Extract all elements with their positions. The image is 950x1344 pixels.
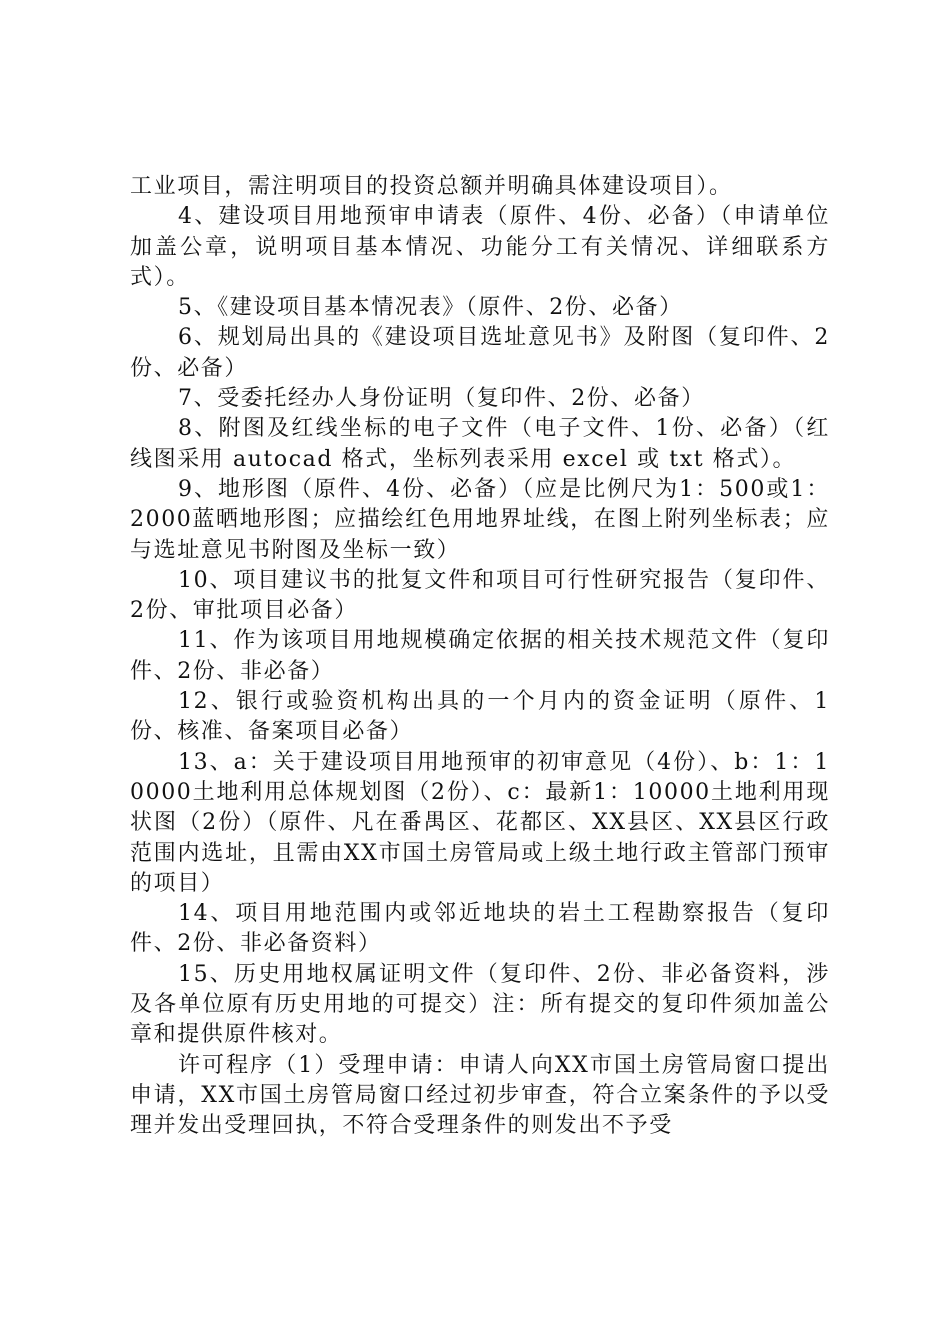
paragraph-continuation: 工业项目，需注明项目的投资总额并明确具体建设项目）。 <box>130 174 733 199</box>
paragraph-item-5: 5、《建设项目基本情况表》（原件、2份、必备） <box>178 295 683 321</box>
document-body <box>130 172 830 1142</box>
paragraph-item-13: 13、a：关于建设项目用地预审的初审意见（4份）、b：1：10000土地利用总体规划图（2份）、c：最新1：10000土地利用现状图（2份）（原件、凡在番禺区、花都区、XX县区、XX县区行政范围内选址，且需由XX市国土房管局或上级土地行政主管部门预审的项目） <box>130 749 830 896</box>
paragraph-item-4: 4、建设项目用地预审申请表（原件、4份、必备）（申请单位加盖公章，说明项目基本情况、功能分工有关情况、详细联系方式）。 <box>130 204 830 290</box>
paragraph-item-10: 10、项目建议书的批复文件和项目可行性研究报告（复印件、2份、审批项目必备） <box>130 567 830 624</box>
paragraph-item-8: 8、附图及红线坐标的电子文件（电子文件、1份、必备）（红线图采用 autocad 格式，坐标列表采用 excel 或 txt 格式）。 <box>130 416 830 472</box>
paragraph-item-14: 14、项目用地范围内或邻近地块的岩土工程勘察报告（复印件、2份、非必备资料） <box>130 901 830 957</box>
paragraph-item-7: 7、受委托经办人身份证明（复印件、2份、必备） <box>178 386 705 412</box>
paragraph-item-11: 11、作为该项目用地规模确定依据的相关技术规范文件（复印件、2份、非必备） <box>130 628 830 684</box>
paragraph-item-15: 15、历史用地权属证明文件（复印件、2份、非必备资料，涉及各单位原有历史用地的可提交）注：所有提交的复印件须加盖公章和提供原件核对。 <box>130 961 830 1048</box>
paragraph-item-12: 12、银行或验资机构出具的一个月内的资金证明（原件、1份、核准、备案项目必备） <box>130 689 830 745</box>
paragraph-item-6: 6、规划局出具的《建设项目选址意见书》及附图（复印件、2份、必备） <box>130 325 830 381</box>
paragraph-item-9: 9、地形图（原件、4份、必备）（应是比例尺为1：500或1：2000蓝晒地形图；应描绘红色用地界址线，在图上附列坐标表；应与选址意见书附图及坐标一致） <box>130 476 830 563</box>
paragraph-permit-procedure: 许可程序（1）受理申请：申请人向XX市国土房管局窗口提出申请，XX市国土房管局窗口经过初步审查，符合立案条件的予以受理并发出受理回执，不符合受理条件的则发出不予受 <box>130 1052 830 1139</box>
